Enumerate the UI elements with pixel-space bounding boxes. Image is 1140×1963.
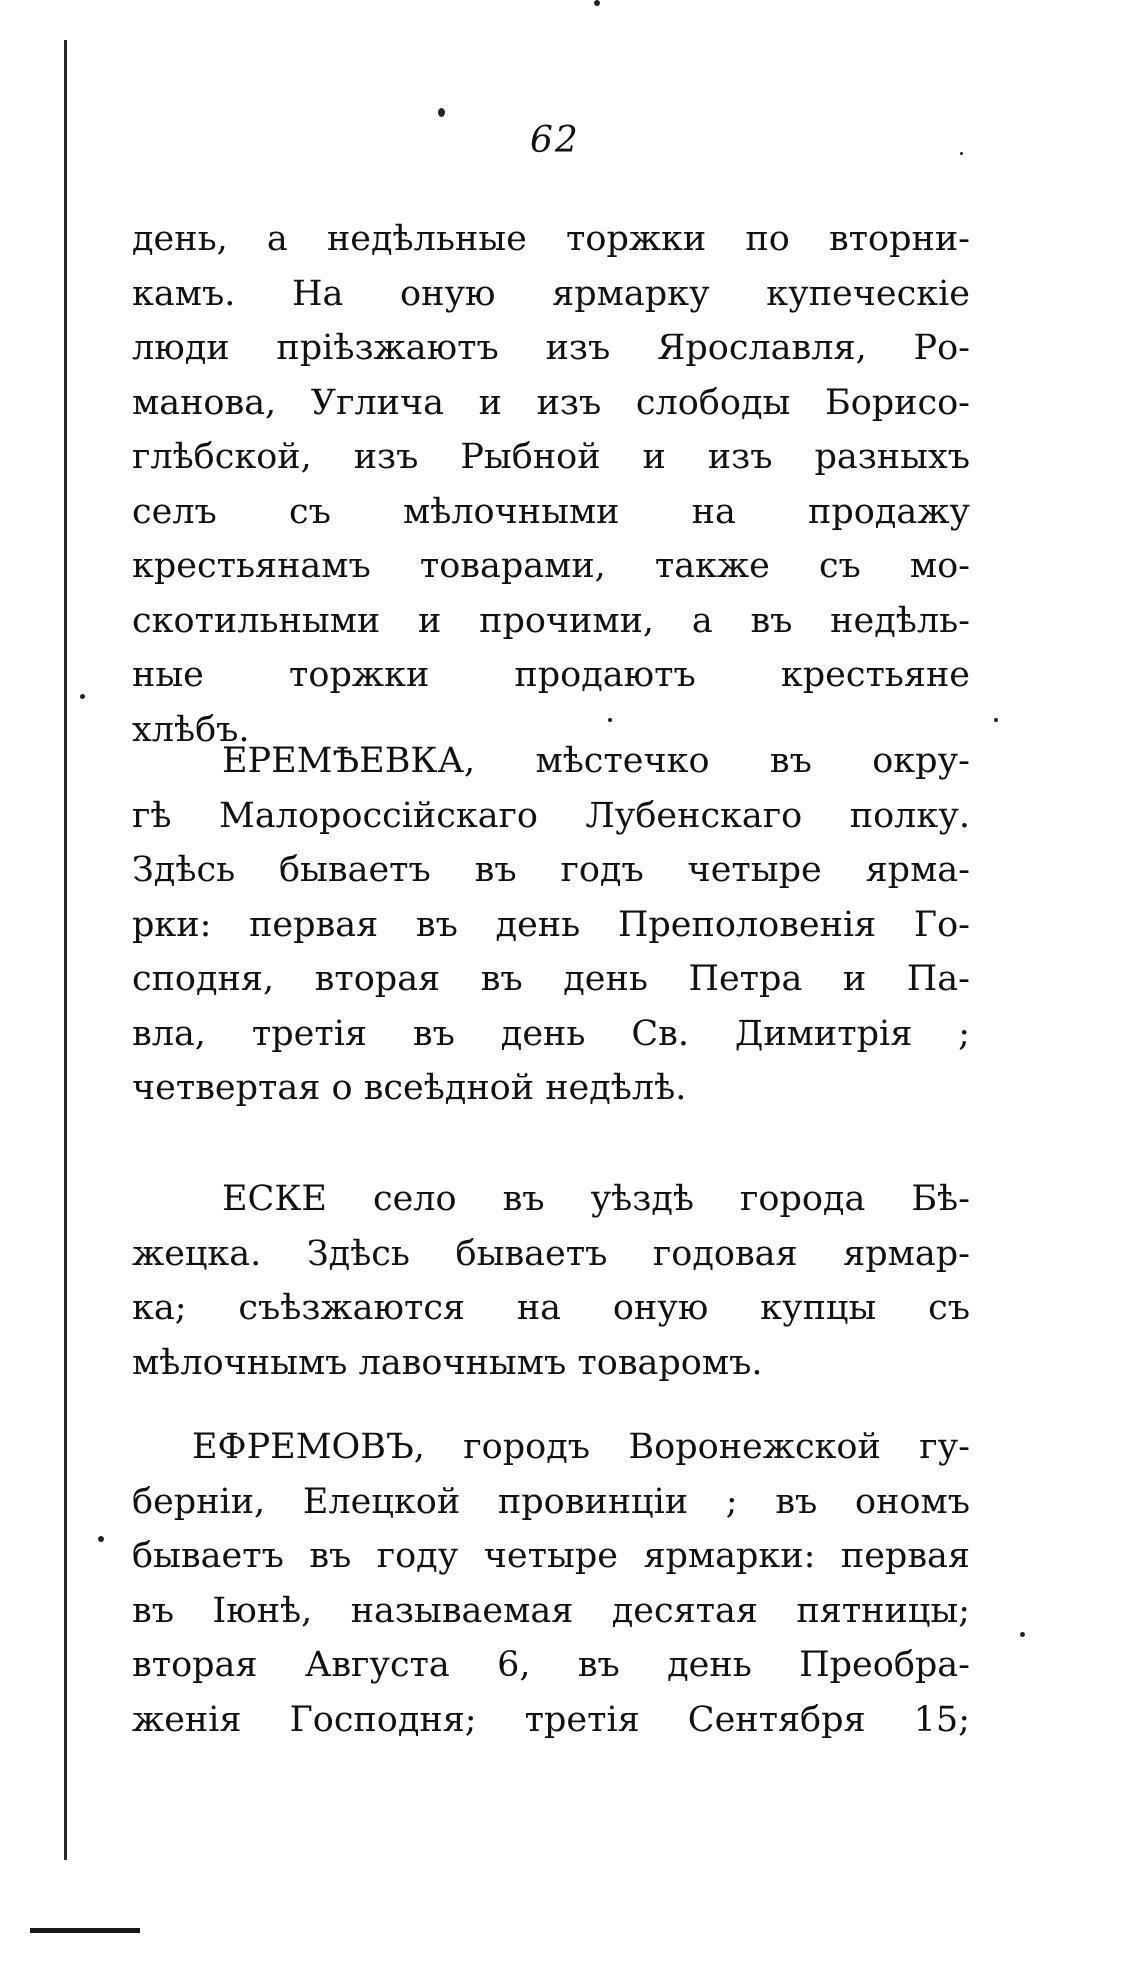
text-line: скотильными и прочими, а въ недѣль- (132, 600, 970, 641)
paragraph-continuation (132, 212, 970, 757)
text-line: женія Господня; третія Сентября 15; (132, 1699, 970, 1740)
text-line: Здѣсь бываетъ въ годъ четыре ярма- (132, 850, 970, 890)
text-line: ка; съѣзжаются на оную купцы съ (132, 1288, 970, 1328)
entry-heading-line: ЕРЕМѢЕВКА, мѣстечко въ окру- (222, 741, 970, 781)
text-line: селъ съ мѣлочными на продажу (132, 491, 970, 532)
text-line: бываетъ въ году четыре ярмарки: первая (132, 1536, 970, 1576)
scan-speck (80, 694, 85, 699)
entry-eremeevka (132, 734, 970, 1116)
text-line: ные торжки продаютъ крестьяне (132, 655, 970, 695)
text-line: мѣлочнымъ лавочнымъ товаромъ. (132, 1342, 763, 1383)
text-line: жецка. Здѣсь бываетъ годовая ярмар- (132, 1233, 970, 1274)
entry-eske (132, 1172, 970, 1390)
entry-heading-line: ЕФРЕМОВЪ, городъ Воронежской гу- (192, 1427, 970, 1467)
scan-left-edge-line (64, 40, 67, 1860)
page-number: 62 (530, 120, 580, 161)
text-line: вла, третія въ день Св. Димитрія ; (132, 1013, 970, 1054)
text-line: глѣбской, изъ Рыбной и изъ разныхъ (132, 437, 970, 477)
text-line: сподня, вторая въ день Петра и Па- (132, 959, 970, 999)
text-line: день, а недѣльные торжки по вторни- (132, 219, 970, 259)
text-line: въ Іюнѣ, называемая десятая пятницы; (132, 1590, 970, 1631)
scan-speck (98, 1536, 104, 1542)
scan-bottom-edge-mark (30, 1928, 140, 1933)
text-line: вторая Августа 6, въ день Преобра- (132, 1645, 970, 1685)
scan-speck (994, 718, 998, 722)
text-line: рки: первая въ день Преполовенія Го- (132, 904, 970, 945)
scan-speck (594, 0, 600, 6)
entry-efremov (132, 1420, 970, 1747)
text-line: четвертая о всеѣдной недѣлѣ. (132, 1068, 687, 1108)
scan-speck (1020, 1632, 1025, 1637)
scan-speck (960, 152, 963, 155)
text-line: гѣ Малороссійскаго Лубенскаго полку. (132, 795, 970, 836)
text-line: люди пріѣзжаютъ изъ Ярославля, Ро- (132, 328, 970, 368)
text-line: берніи, Елецкой провинціи ; въ ономъ (132, 1481, 970, 1522)
text-line: камъ. На оную ярмарку купеческіе (132, 273, 970, 314)
scan-speck (438, 108, 445, 117)
text-line: крестьянамъ товарами, также съ мо- (132, 546, 970, 586)
text-line: хлѣбъ. (132, 709, 250, 750)
entry-heading-line: ЕСКЕ село въ уѣздѣ города Бѣ- (222, 1179, 970, 1219)
text-line: манова, Углича и изъ слободы Борисо- (132, 382, 970, 423)
